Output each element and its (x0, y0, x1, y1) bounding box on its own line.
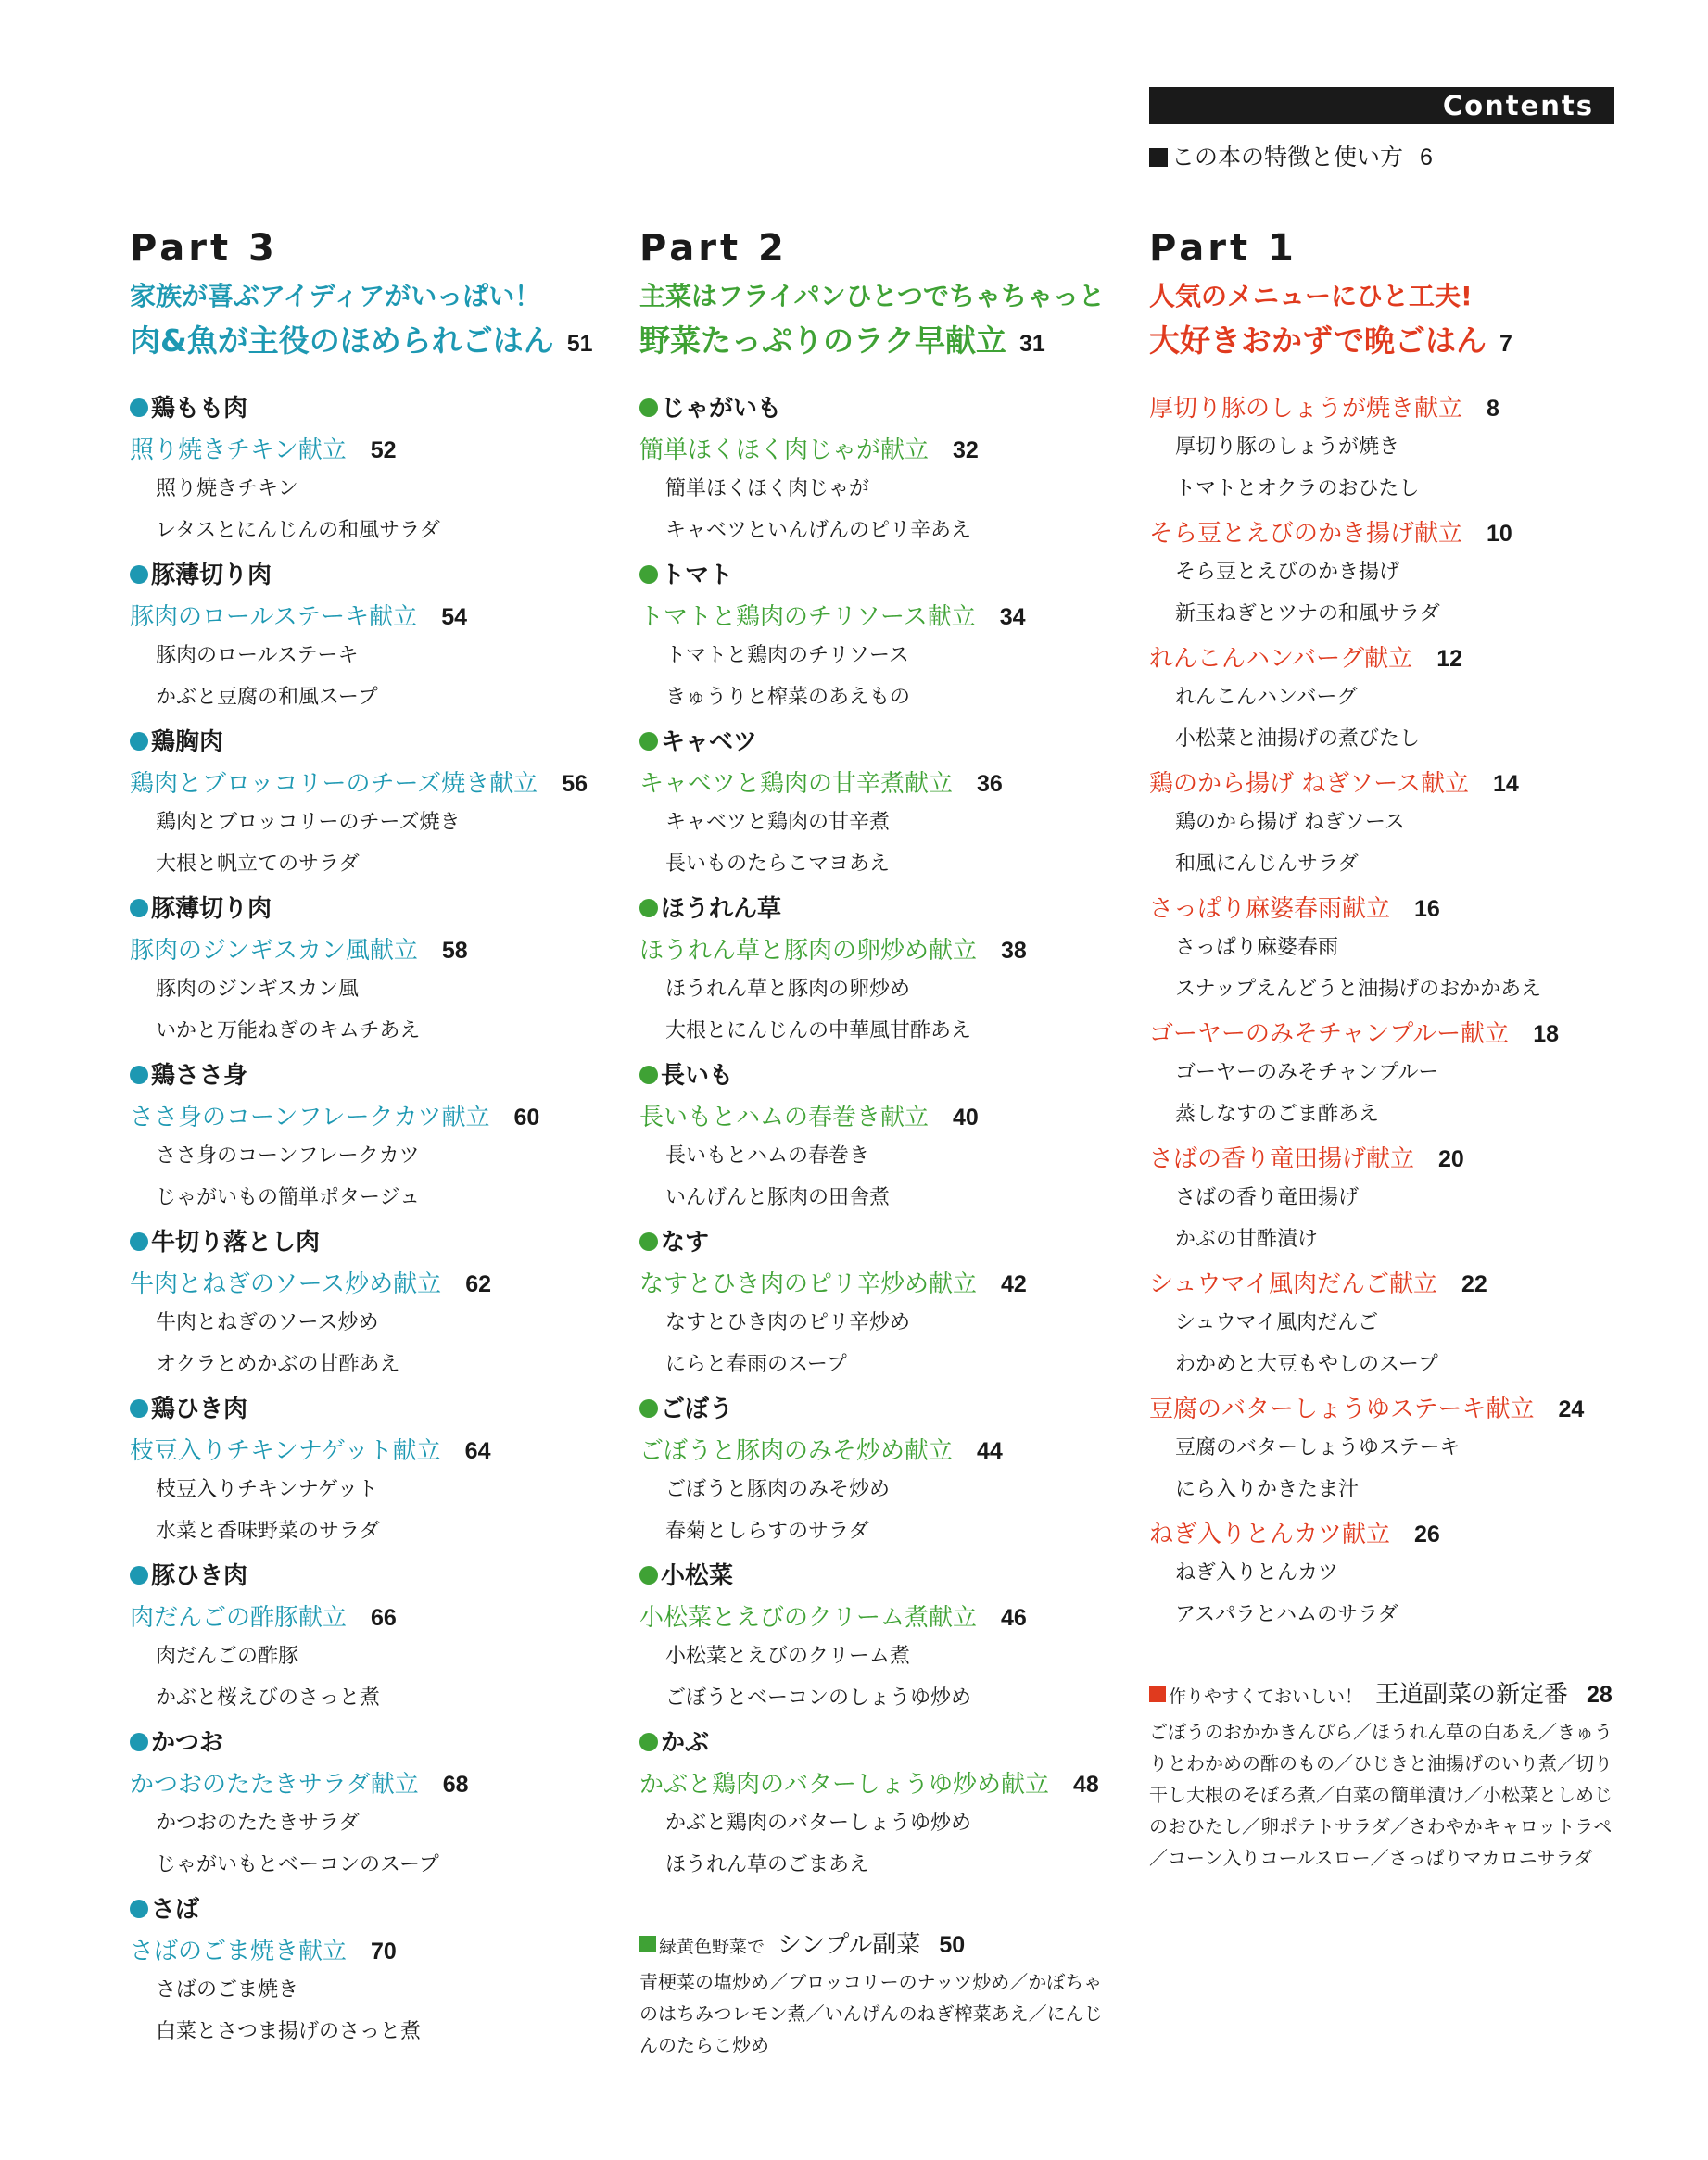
dish-item: キャベツと鶏肉の甘辛煮 (665, 811, 891, 834)
menu-title: ささ身のコーンフレークカツ献立 (130, 1104, 490, 1131)
category-heading (130, 389, 593, 431)
part2-heading[interactable] (639, 317, 1107, 365)
category-heading (639, 1056, 1107, 1098)
menu-entry[interactable] (639, 1098, 1107, 1140)
menu-entry[interactable] (1149, 514, 1617, 556)
part1-side-dishes (1149, 1675, 1617, 1874)
part2-side-dishes (639, 1926, 1107, 2061)
menu-title: ねぎ入りとんカツ献立 (1149, 1521, 1391, 1548)
menu-title: 簡単ほくほく肉じゃが献立 (639, 436, 930, 464)
dish-item: 鶏肉とブロッコリーのチーズ焼き (156, 811, 461, 834)
category-heading (130, 1557, 593, 1598)
category-heading (639, 1223, 1107, 1265)
category-label: 鶏ささ身 (151, 1062, 248, 1090)
dish-item: スナップえんどうと油揚げのおかかあえ (1175, 978, 1542, 1001)
category-heading (639, 1724, 1107, 1765)
dish-item: ささ身のコーンフレークカツ (156, 1144, 420, 1168)
menu-title: ごぼうと豚肉のみそ炒め献立 (639, 1437, 954, 1465)
dish-item: きゅうりと榨菜のあえもの (665, 686, 911, 709)
bullet-dot-icon (639, 1399, 658, 1418)
dish-item: ゴーヤーのみそチャンプルー (1175, 1061, 1439, 1084)
menu-title: 鶏のから揚げ ねぎソース献立 (1149, 770, 1469, 798)
menu-title: れんこんハンバーグ献立 (1149, 645, 1413, 673)
dish-item: ほうれん草と豚肉の卵炒め (665, 978, 911, 1001)
dish-item: トマトとオクラのおひたし (1175, 477, 1420, 500)
category-label: ごぼう (661, 1396, 734, 1423)
category-label: なす (661, 1229, 710, 1257)
dish-item: いかと万能ねぎのキムチあえ (156, 1019, 421, 1042)
menu-page: 34 (999, 604, 1026, 630)
part1-subtitle: 人気のメニューにひと工夫! (1149, 281, 1473, 311)
category-label: 鶏ひき肉 (151, 1396, 248, 1423)
dish-item: 牛肉とねぎのソース炒め (156, 1311, 379, 1334)
bullet-dot-icon (639, 565, 658, 584)
part2-heading-text: 野菜たっぷりのラク早献立 (639, 322, 1006, 359)
menu-entry[interactable] (639, 1432, 1107, 1473)
part1-heading-text: 大好きおかずで晩ごはん (1149, 322, 1487, 359)
category-label: 牛切り落とし肉 (151, 1229, 321, 1257)
category-label: 長いも (661, 1062, 734, 1090)
category-label: ほうれん草 (661, 895, 782, 923)
category-heading (130, 1056, 593, 1098)
features-page: 6 (1420, 145, 1433, 171)
menu-entry[interactable] (130, 1098, 593, 1140)
dish-item: 新玉ねぎとツナの和風サラダ (1175, 602, 1440, 625)
menu-entry[interactable] (130, 931, 593, 973)
square-bullet-icon (639, 1936, 656, 1952)
menu-page: 52 (370, 437, 397, 463)
menu-page: 14 (1492, 771, 1519, 797)
dish-item: ねぎ入りとんカツ (1175, 1561, 1339, 1585)
side-dish-list: ごぼうのおかかきんぴら／ほうれん草の白あえ／きゅうりとわかめの酢のもの／ひじきと油揚げのいり煮／切り干し大根のそぼろ煮／白菜の簡単漬け／小松菜としめじのおひたし／卵ポテトサラダ／さわやかキャロットラペ／コーン入りコールスロー／さっぱりマカロニサラダ (1149, 1721, 1613, 1869)
part1-menu-list (1149, 389, 1617, 1640)
dish-item: 厚切り豚のしょうが焼き (1175, 436, 1400, 459)
menu-page: 12 (1436, 646, 1462, 672)
menu-title: 厚切り豚のしょうが焼き献立 (1149, 395, 1463, 423)
menu-title: ほうれん草と豚肉の卵炒め献立 (639, 937, 978, 965)
menu-title: トマトと鶏肉のチリソース献立 (639, 603, 976, 631)
bullet-dot-icon (130, 1232, 148, 1251)
category-heading (639, 1557, 1107, 1598)
dish-item: レタスとにんじんの和風サラダ (156, 519, 440, 542)
bullet-dot-icon (639, 899, 658, 917)
side-dish-title: シンプル副菜 (778, 1931, 921, 1959)
menu-page: 18 (1533, 1021, 1559, 1047)
menu-title: かぶと鶏肉のバターしょうゆ炒め献立 (639, 1771, 1050, 1799)
dish-item: さばのごま焼き (156, 1978, 299, 2002)
category-heading (130, 556, 593, 598)
part3-menu-list (130, 389, 593, 2057)
dish-item: にらと春雨のスープ (665, 1353, 847, 1376)
menu-page: 54 (441, 604, 467, 630)
dish-item: オクラとめかぶの甘酢あえ (156, 1353, 400, 1376)
dish-item: 長いものたらこマヨあえ (665, 853, 891, 876)
menu-entry[interactable] (130, 1265, 593, 1307)
category-heading (130, 1724, 593, 1765)
menu-page: 48 (1073, 1772, 1099, 1798)
bullet-dot-icon (639, 732, 658, 751)
category-heading (130, 890, 593, 931)
menu-entry[interactable] (1149, 1390, 1617, 1432)
menu-page: 16 (1414, 896, 1440, 922)
dish-item: 簡単ほくほく肉じゃが (665, 477, 870, 500)
dish-item: 和風にんじんサラダ (1175, 853, 1359, 876)
dish-item: 白菜とさつま揚げのさっと煮 (156, 2020, 422, 2043)
dish-item: 大根と帆立てのサラダ (156, 853, 360, 876)
dish-item: 鶏のから揚げ ねぎソース (1175, 811, 1405, 834)
bullet-dot-icon (639, 398, 658, 417)
dish-item: にら入りかきたま汁 (1175, 1478, 1360, 1501)
menu-entry[interactable] (639, 1265, 1107, 1307)
bullet-dot-icon (130, 1733, 148, 1751)
menu-page: 70 (371, 1939, 397, 1964)
menu-page: 38 (1001, 938, 1027, 964)
square-bullet-icon (1149, 148, 1168, 167)
part3-title: Part 3 (130, 227, 278, 270)
menu-page: 40 (953, 1105, 979, 1131)
part3-heading[interactable] (130, 317, 593, 365)
menu-title: そら豆とえびのかき揚げ献立 (1149, 520, 1463, 548)
dish-item: ほうれん草のごまあえ (665, 1853, 870, 1876)
square-bullet-icon (1149, 1686, 1166, 1702)
menu-title: なすとひき肉のピリ辛炒め献立 (639, 1270, 978, 1298)
dish-item: 蒸しなすのごま酢あえ (1175, 1103, 1380, 1126)
menu-title: 鶏肉とブロッコリーのチーズ焼き献立 (130, 770, 538, 798)
part2-menu-list (639, 389, 1107, 1890)
part1-column (1149, 222, 1617, 1874)
menu-page: 56 (562, 771, 588, 797)
dish-item: ごぼうとベーコンのしょうゆ炒め (665, 1686, 972, 1710)
bullet-dot-icon (639, 1566, 658, 1585)
menu-title: 豚肉のロールステーキ献立 (130, 603, 418, 631)
menu-title: 長いもとハムの春巻き献立 (639, 1104, 930, 1131)
category-label: 小松菜 (661, 1562, 734, 1590)
menu-title: 豆腐のバターしょうゆステーキ献立 (1149, 1396, 1535, 1423)
menu-page: 68 (442, 1772, 469, 1798)
dish-item: そら豆とえびのかき揚げ (1175, 561, 1400, 584)
bullet-dot-icon (639, 1232, 658, 1251)
menu-entry[interactable] (1149, 389, 1617, 431)
category-heading (639, 389, 1107, 431)
menu-page: 26 (1414, 1522, 1440, 1547)
dish-item: ごぼうと豚肉のみそ炒め (665, 1478, 891, 1501)
dish-item: 小松菜と油揚げの煮びたし (1175, 727, 1421, 751)
menu-page: 58 (441, 938, 468, 964)
category-label: 鶏胸肉 (151, 728, 224, 756)
dish-item: れんこんハンバーグ (1175, 686, 1358, 709)
dish-item: 枝豆入りチキンナゲット (156, 1478, 379, 1501)
menu-entry[interactable] (639, 764, 1107, 806)
dish-item: 豚肉のジンギスカン風 (156, 978, 360, 1001)
dish-item: キャベツといんげんのピリ辛あえ (665, 519, 972, 542)
category-label: さば (151, 1896, 200, 1924)
menu-entry[interactable] (639, 1765, 1107, 1807)
menu-page: 36 (977, 771, 1003, 797)
menu-title: 豚肉のジンギスカン風献立 (130, 937, 418, 965)
category-heading (130, 1223, 593, 1265)
side-dish-page: 50 (939, 1932, 966, 1958)
dish-item: さばの香り竜田揚げ (1175, 1186, 1360, 1209)
category-label: トマト (661, 562, 734, 589)
menu-title: さっぱり麻婆春雨献立 (1149, 895, 1391, 923)
menu-page: 8 (1487, 396, 1499, 422)
menu-title: 枝豆入りチキンナゲット献立 (130, 1437, 441, 1465)
features-entry[interactable] (1149, 139, 1433, 176)
menu-page: 10 (1487, 521, 1512, 547)
menu-entry[interactable] (1149, 639, 1617, 681)
menu-title: 肉だんごの酢豚献立 (130, 1604, 348, 1632)
side-dish-list: 青梗菜の塩炒め／ブロッコリーのナッツ炒め／かぼちゃのはちみつレモン煮／いんげんのねぎ榨菜あえ／にんじんのたらこ炒め (639, 1971, 1103, 2056)
menu-entry[interactable] (130, 764, 593, 806)
side-dish-page: 28 (1587, 1682, 1613, 1708)
dish-item: トマトと鶏肉のチリソース (665, 644, 909, 667)
dish-item: かぶの甘酢漬け (1175, 1228, 1319, 1251)
part3-subtitle: 家族が喜ぶアイディアがいっぱい！ (130, 281, 541, 311)
bullet-dot-icon (639, 1066, 658, 1084)
menu-entry[interactable] (639, 1598, 1107, 1640)
dish-item: 小松菜とえびのクリーム煮 (665, 1645, 911, 1668)
category-label: かぶ (661, 1729, 710, 1757)
menu-entry[interactable] (1149, 1140, 1617, 1181)
menu-page: 60 (513, 1105, 540, 1131)
menu-entry[interactable] (1149, 890, 1617, 931)
category-heading (639, 723, 1107, 764)
menu-page: 22 (1461, 1271, 1487, 1297)
menu-entry[interactable] (639, 598, 1107, 639)
category-label: かつお (151, 1729, 224, 1757)
dish-item: わかめと大豆もやしのスープ (1175, 1353, 1438, 1376)
side-dish-title: 王道副菜の新定番 (1375, 1681, 1569, 1709)
dish-item: なすとひき肉のピリ辛炒め (665, 1311, 911, 1334)
side-dish-caption: 作りやすくておいしい！ (1169, 1686, 1363, 1707)
side-dish-heading[interactable] (1149, 1675, 1617, 1716)
menu-entry[interactable] (1149, 1265, 1617, 1307)
category-heading (130, 1390, 593, 1432)
menu-title: 小松菜とえびのクリーム煮献立 (639, 1604, 978, 1632)
part1-heading[interactable] (1149, 317, 1617, 365)
bullet-dot-icon (130, 1900, 148, 1918)
dish-item: かつおのたたきサラダ (156, 1812, 360, 1835)
dish-item: 肉だんごの酢豚 (156, 1645, 299, 1668)
part2-subtitle: 主菜はフライパンひとつでちゃちゃっと (639, 281, 1106, 311)
menu-title: 照り焼きチキン献立 (130, 436, 347, 464)
bullet-dot-icon (130, 732, 148, 751)
dish-item: いんげんと豚肉の田舎煮 (665, 1186, 891, 1209)
category-label: 鶏もも肉 (151, 395, 248, 423)
dish-item: かぶと鶏肉のバターしょうゆ炒め (665, 1812, 972, 1835)
menu-entry[interactable] (130, 598, 593, 639)
menu-page: 66 (371, 1605, 397, 1631)
menu-title: さばの香り竜田揚げ献立 (1149, 1145, 1415, 1173)
category-label: 豚薄切り肉 (151, 562, 272, 589)
menu-page: 64 (464, 1438, 491, 1464)
part2-column (639, 222, 1107, 2061)
menu-page: 42 (1001, 1271, 1027, 1297)
category-label: 豚ひき肉 (151, 1562, 248, 1590)
menu-page: 20 (1438, 1146, 1464, 1172)
part2-heading-page: 31 (1019, 331, 1045, 357)
category-heading (639, 890, 1107, 931)
dish-item: 豆腐のバターしょうゆステーキ (1175, 1436, 1461, 1459)
dish-item: 照り焼きチキン (156, 477, 298, 500)
contents-label: Contents (1442, 90, 1594, 121)
contents-header-bar (1149, 87, 1614, 124)
menu-title: ゴーヤーのみそチャンプルー献立 (1149, 1020, 1510, 1048)
menu-entry[interactable] (1149, 1515, 1617, 1557)
menu-page: 44 (977, 1438, 1003, 1464)
menu-title: 牛肉とねぎのソース炒め献立 (130, 1270, 442, 1298)
category-heading (639, 1390, 1107, 1432)
menu-title: さばのごま焼き献立 (130, 1938, 348, 1965)
menu-page: 24 (1558, 1396, 1585, 1422)
menu-page: 46 (1001, 1605, 1027, 1631)
part2-title: Part 2 (639, 227, 788, 270)
menu-entry[interactable] (130, 1598, 593, 1640)
side-dish-caption: 緑黄色野菜で (659, 1937, 765, 1957)
part1-title: Part 1 (1149, 227, 1297, 270)
side-dish-heading[interactable] (639, 1926, 1107, 1966)
category-label: キャベツ (661, 728, 758, 756)
bullet-dot-icon (130, 565, 148, 584)
menu-entry[interactable] (130, 431, 593, 473)
menu-entry[interactable] (130, 1432, 593, 1473)
category-heading (639, 556, 1107, 598)
menu-entry[interactable] (639, 931, 1107, 973)
category-label: 豚薄切り肉 (151, 895, 272, 923)
bullet-dot-icon (130, 1399, 148, 1418)
dish-item: シュウマイ風肉だんご (1175, 1311, 1379, 1334)
menu-entry[interactable] (130, 1765, 593, 1807)
menu-page: 32 (953, 437, 979, 463)
bullet-dot-icon (130, 1066, 148, 1084)
category-heading (130, 1890, 593, 1932)
features-label: この本の特徴と使い方 (1171, 144, 1404, 171)
menu-entry[interactable] (1149, 764, 1617, 806)
dish-item: かぶと桜えびのさっと煮 (156, 1686, 381, 1710)
dish-item: アスパラとハムのサラダ (1175, 1603, 1398, 1626)
part1-heading-page: 7 (1499, 331, 1512, 357)
bullet-dot-icon (639, 1733, 658, 1751)
dish-item: 豚肉のロールステーキ (156, 644, 359, 667)
bullet-dot-icon (130, 398, 148, 417)
category-label: じゃがいも (661, 395, 782, 423)
dish-item: さっぱり麻婆春雨 (1175, 936, 1339, 959)
bullet-dot-icon (130, 1566, 148, 1585)
menu-title: キャベツと鶏肉の甘辛煮献立 (639, 770, 954, 798)
part3-heading-text: 肉&魚が主役のほめられごはん (130, 322, 554, 359)
dish-item: じゃがいもの簡単ポタージュ (156, 1186, 421, 1209)
dish-item: 水菜と香味野菜のサラダ (156, 1520, 380, 1543)
category-heading (130, 723, 593, 764)
menu-page: 62 (465, 1271, 491, 1297)
dish-item: 大根とにんじんの中華風甘酢あえ (665, 1019, 972, 1042)
part3-heading-page: 51 (566, 331, 593, 357)
dish-item: 長いもとハムの春巻き (665, 1144, 870, 1168)
bullet-dot-icon (130, 899, 148, 917)
menu-entry[interactable] (1149, 1015, 1617, 1056)
menu-title: かつおのたたきサラダ献立 (130, 1771, 419, 1799)
menu-title: シュウマイ風肉だんご献立 (1149, 1270, 1437, 1298)
menu-entry[interactable] (639, 431, 1107, 473)
menu-entry[interactable] (130, 1932, 593, 1974)
dish-item: 春菊としらすのサラダ (665, 1520, 869, 1543)
dish-item: じゃがいもとベーコンのスープ (156, 1853, 439, 1876)
dish-item: かぶと豆腐の和風スープ (156, 686, 378, 709)
part3-column (130, 222, 593, 2057)
